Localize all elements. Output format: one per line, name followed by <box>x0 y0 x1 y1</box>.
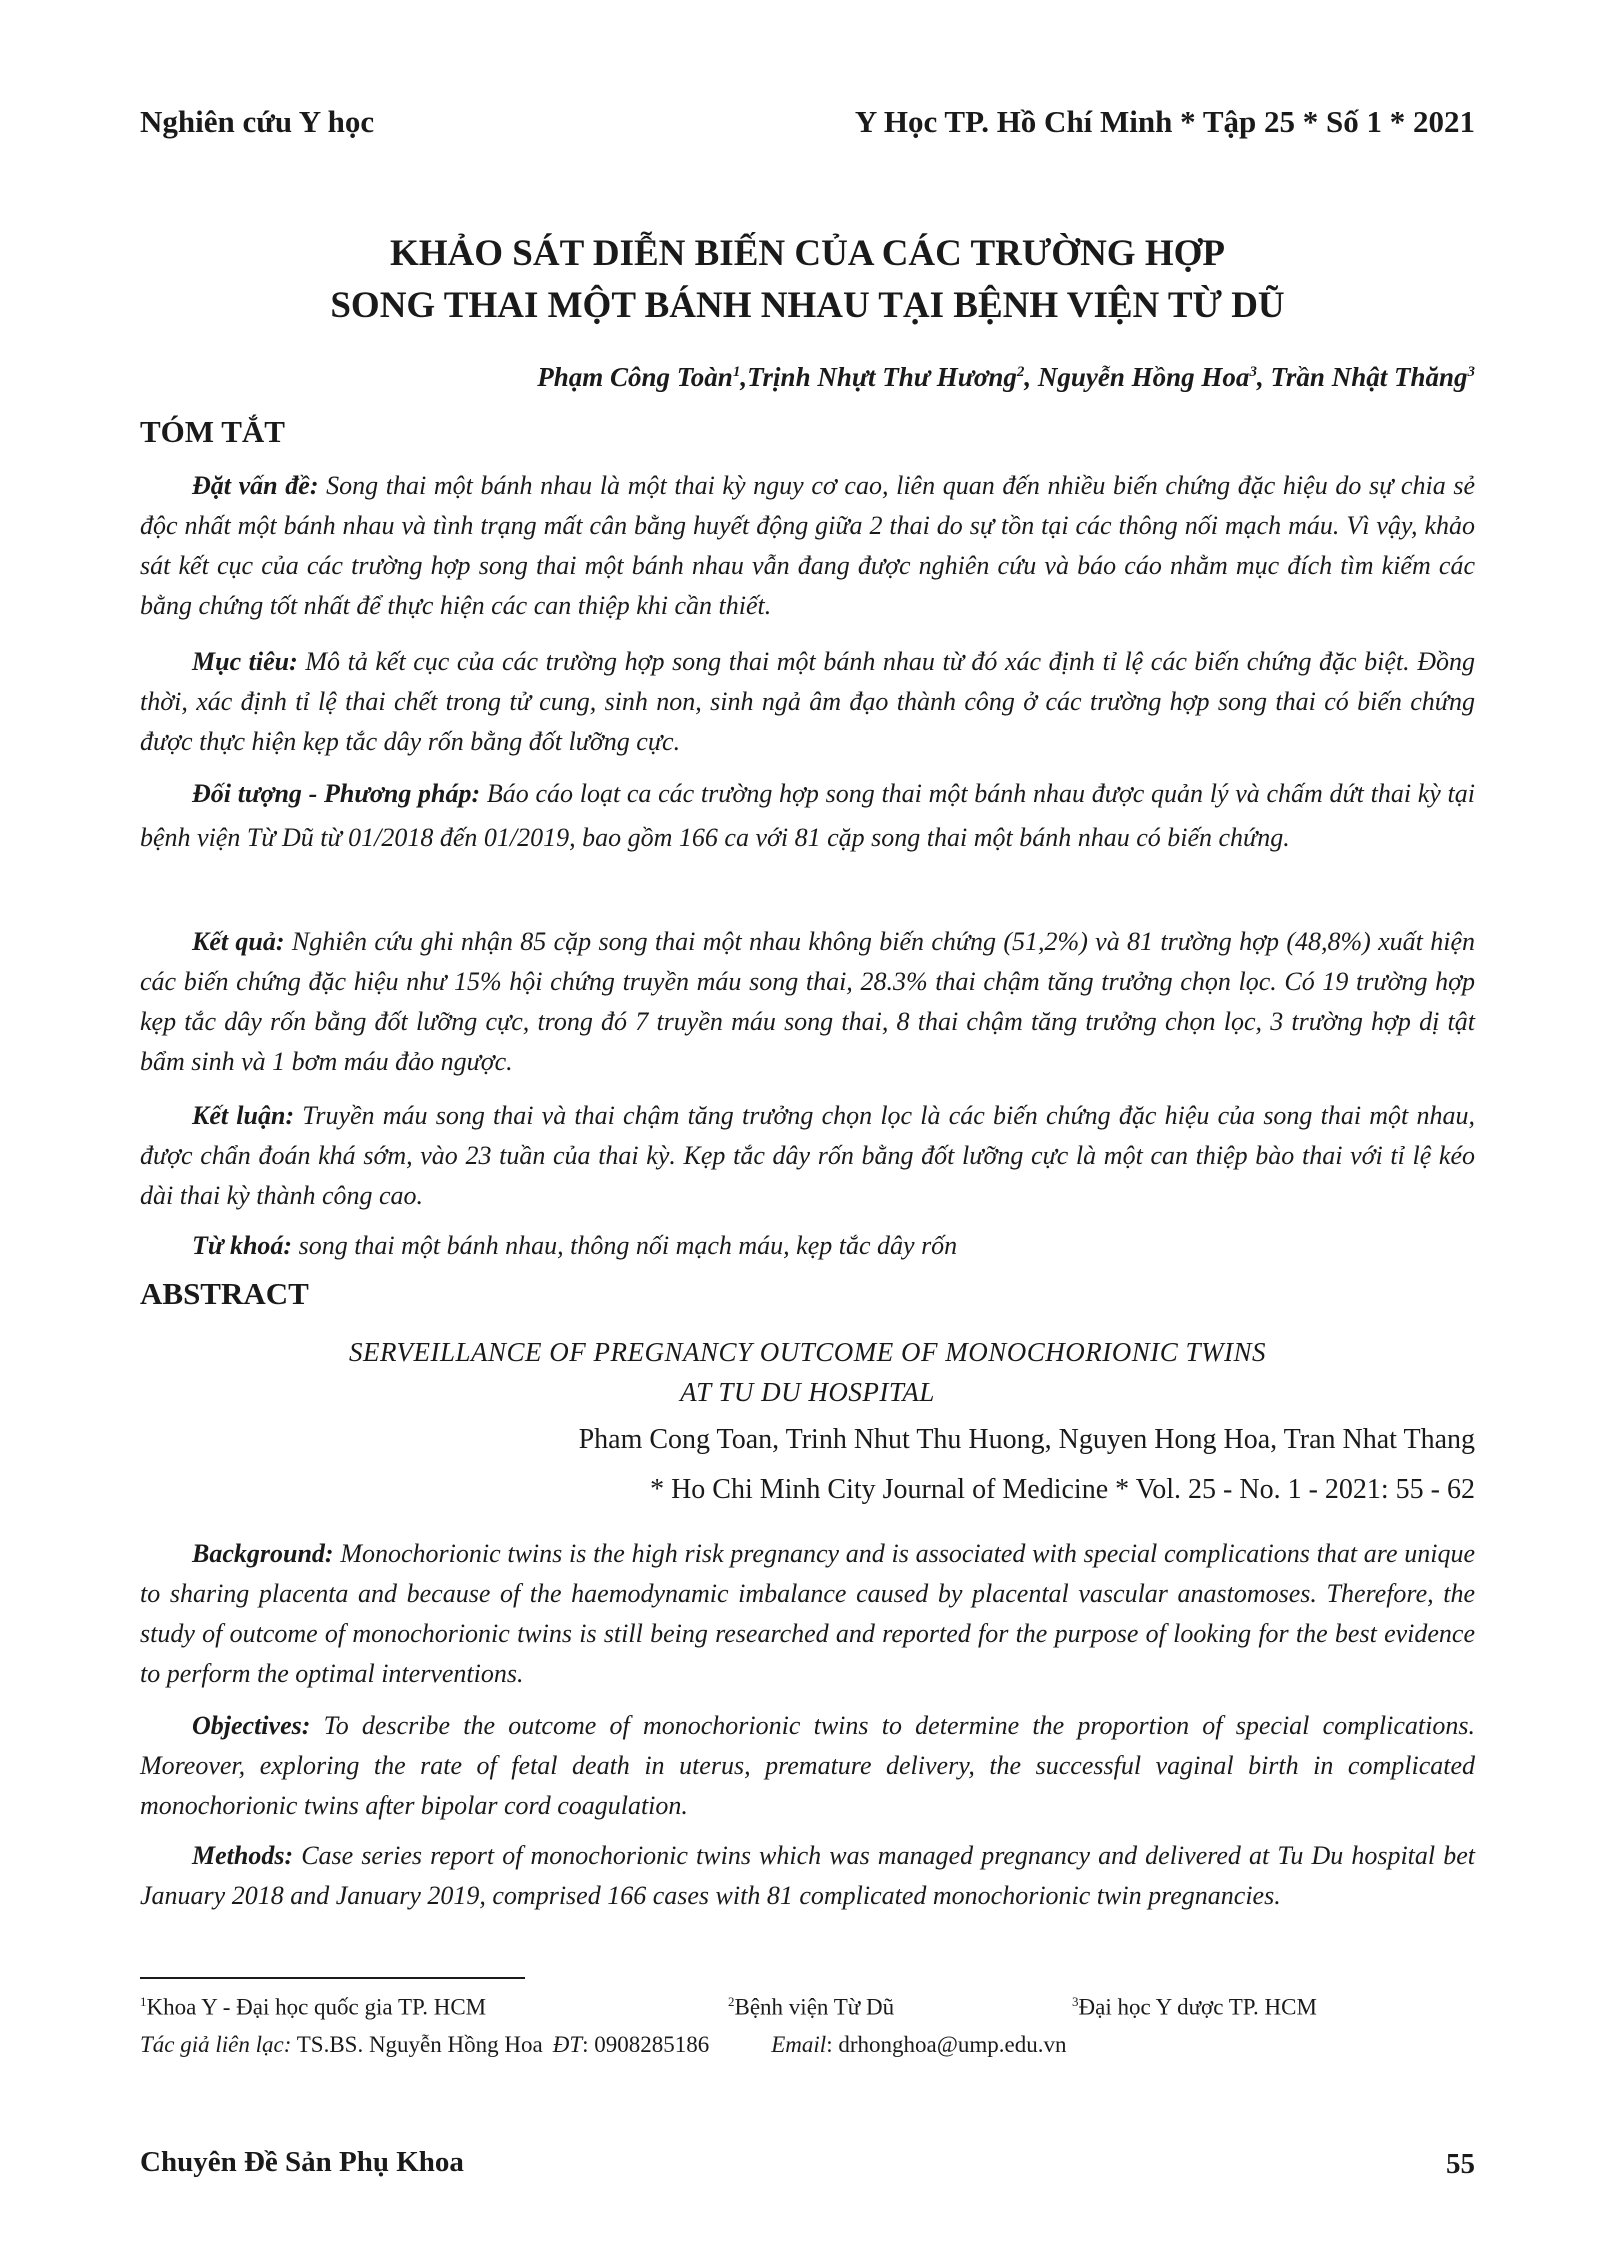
paragraph-text: song thai một bánh nhau, thông nối mạch máu, kẹp tắc dây rốn <box>292 1231 958 1260</box>
footnote-marker: 2 <box>728 1994 735 2009</box>
author-list-en: Pham Cong Toan, Trinh Nhut Thu Huong, Nguyen Hong Hoa, Tran Nhat Thang <box>578 1424 1475 1455</box>
article-title-line-1: KHẢO SÁT DIỄN BIẾN CỦA CÁC TRƯỜNG HỢP <box>389 233 1225 274</box>
page-number: 55 <box>1446 2148 1475 2180</box>
paragraph-label: Background: <box>192 1539 334 1568</box>
running-header-journal: Y Học TP. Hồ Chí Minh * Tập 25 * Số 1 * 2021 <box>854 104 1475 139</box>
summary-paragraph-conclusion <box>140 1096 1475 1216</box>
summary-paragraph-background <box>140 466 1475 626</box>
abstract-paragraph-objectives <box>140 1706 1475 1826</box>
author-name: Nguyễn Hồng Hoa <box>1037 362 1250 392</box>
phone-label: ĐT <box>552 2032 583 2057</box>
journal-citation: * Ho Chi Minh City Journal of Medicine * Vol. 25 - No. 1 - 2021: 55 - 62 <box>650 1474 1475 1505</box>
paragraph-label: Methods: <box>192 1841 294 1870</box>
footnote-affiliation-1 <box>140 1994 486 2021</box>
footnote-text: Khoa Y - Đại học quốc gia TP. HCM <box>146 1994 487 2020</box>
paragraph-text: Truyền máu song thai và thai chậm tăng trưởng chọn lọc là các biến chứng đặc hiệu của song thai một nhau, được chẩn đoán khá sớm, vào 23 tuần của thai kỳ. Kẹp tắc dây rốn bằng đốt lưỡng cực là một can thiệp bào thai với tỉ lệ kéo dài thai kỳ thành công cao. <box>140 1101 1475 1210</box>
author-affiliation: 2 <box>1016 364 1025 380</box>
paragraph-text: Nghiên cứu ghi nhận 85 cặp song thai một nhau không biến chứng (51,2%) và 81 trường hợp (48,8%) xuất hiện các biến chứng đặc hiệu như 15% hội chứng truyền máu song thai, 28.3% thai chậm tăng trưởng chọn lọc. Có 19 trường hợp kẹp tắc dây rốn bằng đốt lưỡng cực, trong đó 7 truyền máu song thai, 8 thai chậm tăng trưởng chọn lọc, 3 trường hợp dị tật bẩm sinh và 1 bơm máu đảo ngược. <box>140 927 1475 1076</box>
contact-label: Tác giả liên lạc: <box>140 2032 292 2057</box>
phone-number: : 0908285186 <box>582 2032 710 2057</box>
section-heading-abstract: ABSTRACT <box>140 1276 309 1311</box>
paragraph-text: Monochorionic twins is the high risk pregnancy and is associated with special complications that are unique to sharing placenta and because of the haemodynamic imbalance caused by placental vascular anastomoses. Therefore, the study of outcome of monochorionic twins is still being researched and reported for the purpose of looking for the best evidence to perform the optimal interventions. <box>140 1539 1475 1688</box>
contact-name: TS.BS. Nguyễn Hồng Hoa <box>291 2032 543 2057</box>
author-name: Phạm Công Toàn <box>537 362 733 392</box>
corresponding-author <box>140 2032 1067 2058</box>
paragraph-text: To describe the outcome of monochorionic twins to determine the proportion of special complications. Moreover, exploring the rate of fetal death in uterus, premature delivery, the successful vaginal birth in complicated monochorionic twins after bipolar cord coagulation. <box>140 1711 1475 1820</box>
section-heading-summary: TÓM TẮT <box>140 414 285 449</box>
email-address: : drhonghoa@ump.edu.vn <box>826 2032 1067 2057</box>
paragraph-label: Từ khoá: <box>192 1231 293 1260</box>
abstract-title <box>140 1332 1475 1412</box>
footnote-divider <box>140 1977 525 1979</box>
summary-paragraph-results <box>140 922 1475 1082</box>
paragraph-text: Case series report of monochorionic twins which was managed pregnancy and delivered at Tu Du hospital bet January 2018 and January 2019, comprised 166 cases with 81 complicated monochorionic twin pregnancies. <box>140 1841 1475 1910</box>
paragraph-label: Objectives: <box>192 1711 311 1740</box>
footnote-marker: 1 <box>140 1994 147 2009</box>
author-affiliation: 1 <box>732 364 741 380</box>
summary-paragraph-methods <box>140 772 1475 860</box>
footnote-affiliation-3 <box>1072 1994 1317 2021</box>
summary-keywords <box>140 1226 1475 1266</box>
abstract-paragraph-background <box>140 1534 1475 1694</box>
author-name: Trần Nhật Thăng <box>1270 362 1468 392</box>
email-label: Email <box>771 2032 827 2057</box>
paragraph-label: Kết quả: <box>192 927 285 956</box>
paragraph-label: Kết luận: <box>192 1101 295 1130</box>
summary-paragraph-objectives <box>140 642 1475 762</box>
author-name: Trịnh Nhựt Thư Hương <box>747 362 1017 392</box>
paragraph-label: Đối tượng - Phương pháp: <box>192 779 481 808</box>
paragraph-text: Báo cáo loạt ca các trường hợp song thai một bánh nhau được quản lý và chấm dứt thai kỳ tại bệnh viện Từ Dũ từ 01/2018 đến 01/2019, bao gồm 166 ca với 81 cặp song thai một bánh nhau có biến chứng. <box>140 779 1475 852</box>
abstract-title-line-2: AT TU DU HOSPITAL <box>680 1377 935 1407</box>
article-title <box>140 228 1475 332</box>
running-header-section: Nghiên cứu Y học <box>140 104 375 139</box>
author-list-vn: Phạm Công Toàn$^1$,Trịnh Nhựt Thư Hương$^2$, Nguyễn Hồng Hoa$^3$, Trần Nhật Thăng$^3$ <box>537 362 1475 392</box>
paragraph-label: Đặt vấn đề: <box>192 471 319 500</box>
author-affiliation: 3 <box>1467 364 1475 380</box>
footnote-text: Đại học Y dược TP. HCM <box>1078 1994 1317 2020</box>
paragraph-text: Song thai một bánh nhau là một thai kỳ nguy cơ cao, liên quan đến nhiều biến chứng đặc hiệu do sự chia sẻ độc nhất một bánh nhau và tình trạng mất cân bằng huyết động giữa 2 thai do sự tồn tại các thông nối mạch máu. Vì vậy, khảo sát kết cục của các trường hợp song thai một bánh nhau vẫn đang được nghiên cứu và báo cáo nhằm mục đích tìm kiếm các bằng chứng tốt nhất để thực hiện các can thiệp khi cần thiết. <box>140 471 1475 620</box>
article-title-line-2: SONG THAI MỘT BÁNH NHAU TẠI BỆNH VIỆN TỪ DŨ <box>330 285 1285 326</box>
paragraph-label: Mục tiêu: <box>192 647 298 676</box>
author-affiliation: 3 <box>1249 364 1257 380</box>
abstract-paragraph-methods <box>140 1836 1475 1916</box>
footnote-text: Bệnh viện Từ Dũ <box>734 1994 895 2020</box>
paragraph-text: Mô tả kết cục của các trường hợp song thai một bánh nhau từ đó xác định tỉ lệ các biến chứng đặc biệt. Đồng thời, xác định tỉ lệ thai chết trong tử cung, sinh non, sinh ngả âm đạo thành công ở các trường hợp song thai có biến chứng được thực hiện kẹp tắc dây rốn bằng đốt lưỡng cực. <box>140 647 1475 756</box>
running-footer-section: Chuyên Đề Sản Phụ Khoa <box>140 2146 464 2178</box>
footnote-marker: 3 <box>1072 1994 1079 2009</box>
abstract-title-line-1: SERVEILLANCE OF PREGNANCY OUTCOME OF MONOCHORIONIC TWINS <box>348 1337 1266 1367</box>
footnote-affiliation-2 <box>728 1994 894 2021</box>
